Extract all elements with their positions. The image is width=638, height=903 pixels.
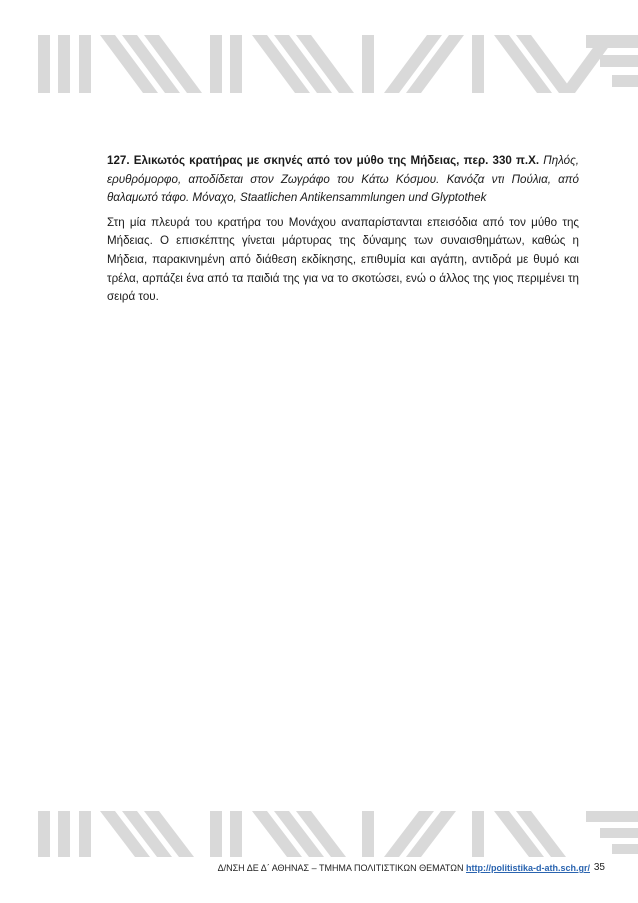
footer-department: Δ/ΝΣΗ ΔΕ Δ΄ ΑΘΗΝΑΣ – ΤΜΗΜΑ ΠΟΛΙΤΙΣΤΙΚΩΝ ΘΕΜΑΤΩΝ bbox=[217, 863, 464, 873]
page-footer bbox=[0, 861, 638, 875]
caption-title: 127. Ελικωτός κρατήρας με σκηνές από τον μύθο της Μήδειας, περ. 330 π.Χ. bbox=[107, 154, 540, 167]
figure-caption bbox=[107, 152, 579, 208]
footer-website-link[interactable]: http://politistika-d-ath.sch.gr/ bbox=[466, 863, 590, 873]
main-content bbox=[107, 152, 579, 307]
footer-text-line bbox=[218, 861, 590, 875]
header-stripe-band bbox=[0, 35, 638, 93]
body-paragraph: Στη μία πλευρά του κρατήρα του Μονάχου αναπαρίστανται επεισόδια από τον μύθο της Μήδειας. Ο επισκέπτης γίνεται μάρτυρας της δύναμης των συναισθημάτων, καθώς η Μήδεια, παρακινημένη από διάθεση εκδίκησης, επιθυμία και αγάπη, αντιδρά με θυμό και τρέλα, αρπάζει ένα από τα παιδιά της για να το σκοτώσει, ενώ ο άλλος της γιος περιμένει τη σειρά του. bbox=[107, 215, 579, 304]
page-number: 35 bbox=[593, 862, 605, 873]
caption-details: Πηλός, ερυθρόμορφο, αποδίδεται στον Ζωγράφο του Κάτω Κόσμου. Κανόζα ντι Πούλια, από θαλαμωτό τάφο. Μόναχο, Staatlichen Antikensammlungen und Glyptothek bbox=[107, 154, 579, 205]
